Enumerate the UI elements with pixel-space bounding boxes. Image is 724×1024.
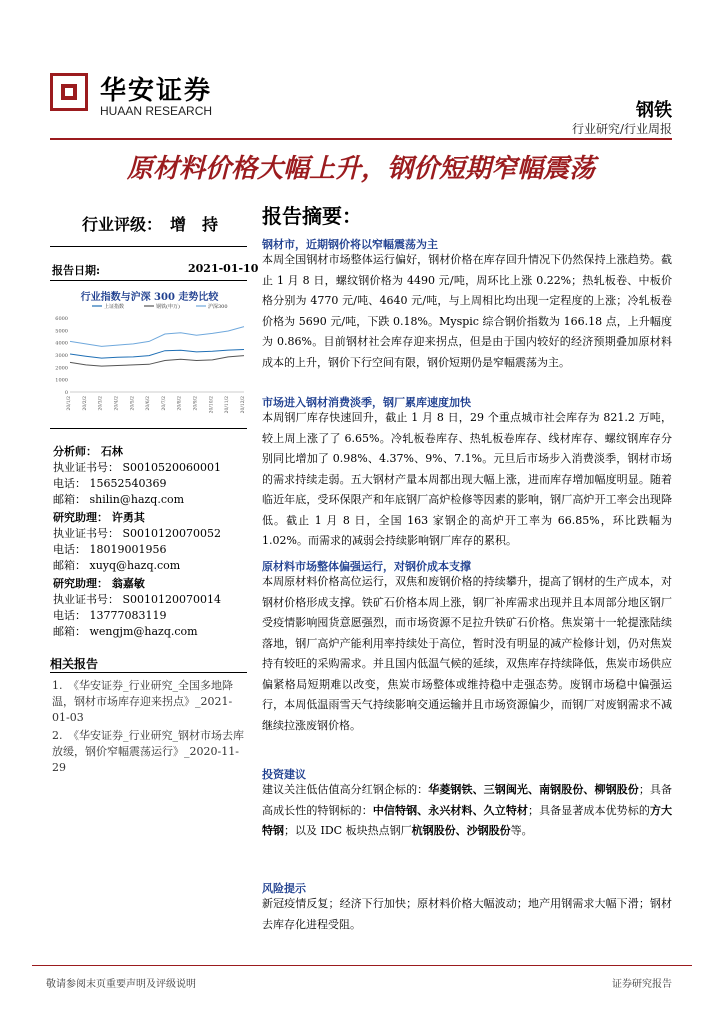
sector-label: 钢铁 bbox=[636, 100, 672, 121]
section-body: 本周全国钢材市场整体运行偏好，钢材价格在库存回升情况下仍然保持上涨趋势。截止 1 月 8 日，螺纹钢价格为 4490 元/吨，周环比上涨 0.22%；热轧板卷、中板价格分别为 4770 元/吨、4640 元/吨，与上周相比均出现一定程度的上涨；冷轧板卷价格为 5690 元/吨，下跌 0.18%。Myspic 综合钢价指数为 166.18 点，上升幅度为 0.86%。目前钢材社会库存迎来拐点，但是由于国内较好的经济预期叠加原材料成本的上升，钢价下行空间有限，钢价短期仍是窄幅震荡为主。 bbox=[262, 253, 672, 369]
analyst-detail: 电话： 13777083119 bbox=[53, 609, 167, 622]
analyst-role: 分析师： 石林 bbox=[53, 445, 123, 458]
x-tick-label: 20/3/2 bbox=[98, 396, 104, 411]
x-tick-label: 20/5/2 bbox=[130, 396, 136, 411]
legend-label: 沪深300 bbox=[208, 304, 228, 310]
analyst-detail: 执业证书号： S0010120070014 bbox=[53, 593, 222, 606]
section-body: 本周原材料价格高位运行，双焦和废钢价格的持续攀升，提高了钢材的生产成本，对钢材价格形成支撑。铁矿石价格本周上涨，钢厂补库需求出现并且本周部分地区钢厂受疫情影响囤货意愿强烈，而市场资源不足拉升铁矿石价格。焦炭第十一轮提涨陆续落地，钢厂高炉产能利用率持续处于高位，暂时没有明显的减产检修计划，仍对焦炭持有较旺的采购需求。并且国内低温气候的延续，双焦库存持续降低，焦炭市场供应偏紧格局短期难以改变，焦炭市场整体或维持稳中走强态势。废钢市场稳中偏强运行，本周低温雨雪天气持续影响交通运输并且市场资源偏少，而钢厂对废钢需求不减继续拉涨废钢价格。 bbox=[262, 575, 672, 732]
report-type: 行业研究/行业周报 bbox=[571, 122, 672, 136]
section-heading: 市场进入钢材消费淡季，钢厂累库速度加快 bbox=[262, 396, 471, 409]
risk-body: 新冠疫情反复；经济下行加快；原材料价格大幅波动；地产用钢需求大幅下滑；钢材去库存化进程受阻。 bbox=[262, 897, 672, 931]
y-tick-label: 2000 bbox=[55, 365, 68, 372]
rating-value: 增 持 bbox=[170, 215, 219, 234]
x-tick-label: 20/2/2 bbox=[82, 396, 88, 411]
report-title: 原材料价格大幅上升，钢价短期窄幅震荡 bbox=[126, 154, 595, 184]
x-tick-label: 20/11/2 bbox=[225, 396, 231, 414]
analyst-detail: 执业证书号： S0010520060001 bbox=[53, 461, 222, 474]
y-tick-label: 0 bbox=[64, 390, 68, 396]
index-comparison-chart bbox=[52, 300, 247, 422]
section-body: 本周钢厂库存快速回升，截止 1 月 8 日，29 个重点城市社会库存为 821.2 万吨，较上周上涨了了 6.65%。冷轧板卷库存、热轧板卷库存、线材库存、螺纹钢库存分别同比增加了 0.98%、4.37%、9%、7.1%。元旦后市场步入消费淡季，钢材市场的需求持续走弱。五大钢材产量本周都出现大幅上涨，进而库存增加幅度明显。随着临近年底，受环保限产和年底钢厂高炉检修等因素的影响，钢厂高炉开工率会出现降低。截止 1 月 8 日，全国 163 家钢企的高炉开工率为 66.85%，环比跌幅为 1.02%。而需求的减弱会持续影响钢厂库存的累积。 bbox=[262, 411, 672, 547]
company-logo-en: HUAAN RESEARCH bbox=[100, 104, 213, 118]
x-tick-label: 20/10/2 bbox=[209, 396, 215, 414]
y-tick-label: 6000 bbox=[55, 316, 68, 322]
x-tick-label: 20/7/2 bbox=[161, 396, 167, 411]
report-date-value: 2021-01-10 bbox=[188, 262, 259, 275]
footer-divider bbox=[32, 965, 692, 966]
divider bbox=[50, 280, 247, 281]
analyst-role: 研究助理： 许勇其 bbox=[53, 511, 145, 524]
analyst-detail: 邮箱： xuyq@hazq.com bbox=[53, 559, 181, 572]
analyst-detail: 电话： 15652540369 bbox=[53, 477, 167, 490]
analyst-detail: 邮箱： wengjm@hazq.com bbox=[53, 625, 198, 638]
header-divider bbox=[50, 138, 672, 140]
series-line-0 bbox=[70, 350, 244, 359]
related-report-item[interactable]: 1. 《华安证券_行业研究_全国多地降温，钢材市场库存迎来拐点》_2021-01-03 bbox=[52, 679, 233, 724]
x-tick-label: 20/4/2 bbox=[114, 396, 120, 411]
legend-label: 上证指数 bbox=[104, 304, 125, 310]
report-date-label: 报告日期: bbox=[52, 264, 101, 277]
risk-heading: 风险提示 bbox=[262, 882, 306, 895]
company-logo-cn: 华安证券 bbox=[100, 76, 213, 106]
analyst-detail: 执业证书号： S0010120070052 bbox=[53, 527, 222, 540]
series-line-2 bbox=[70, 327, 244, 347]
company-logo-mark bbox=[50, 73, 88, 111]
investment-heading: 投资建议 bbox=[262, 768, 306, 781]
footer-label: 证券研究报告 bbox=[612, 979, 672, 990]
x-tick-label: 20/12/2 bbox=[241, 396, 246, 414]
y-tick-label: 1000 bbox=[55, 377, 68, 384]
analyst-detail: 邮箱： shilin@hazq.com bbox=[53, 493, 185, 506]
divider bbox=[50, 246, 247, 247]
related-report-item[interactable]: 2. 《华安证券_行业研究_钢材市场去库放缓，钢价窄幅震荡运行》_2020-11-29 bbox=[52, 729, 244, 774]
divider bbox=[50, 428, 247, 429]
industry-rating bbox=[82, 212, 218, 235]
chart-title: 行业指数与沪深 300 走势比较 bbox=[80, 292, 219, 303]
divider bbox=[50, 672, 247, 673]
analyst-detail: 电话： 18019001956 bbox=[53, 543, 167, 556]
footer-disclaimer: 敬请参阅末页重要声明及评级说明 bbox=[46, 979, 196, 990]
analyst-info bbox=[53, 444, 221, 640]
x-tick-label: 20/8/2 bbox=[177, 396, 183, 411]
x-tick-label: 20/6/2 bbox=[146, 396, 152, 411]
x-tick-label: 20/9/2 bbox=[193, 396, 199, 411]
y-tick-label: 5000 bbox=[55, 328, 68, 335]
x-tick-label: 20/1/2 bbox=[67, 396, 72, 411]
analyst-role: 研究助理： 翁嘉敏 bbox=[53, 577, 145, 590]
investment-body: 建议关注低估值高分红钢企标的：华菱钢铁、三钢闽光、南钢股份、柳钢股份；具备高成长性的特钢标的：中信特钢、永兴材料、久立特材；具备显著成本优势标的方大特钢；以及 IDC 板块热点钢厂杭钢股份、沙钢股份等。 bbox=[262, 783, 673, 837]
abstract-heading: 报告摘要： bbox=[262, 204, 362, 228]
related-reports-heading: 相关报告 bbox=[50, 657, 99, 671]
y-tick-label: 3000 bbox=[55, 353, 68, 359]
section-heading: 原材料市场整体偏强运行，对钢价成本支撑 bbox=[262, 560, 471, 573]
y-tick-label: 4000 bbox=[55, 340, 68, 347]
legend-label: 钢铁(申万) bbox=[156, 304, 180, 310]
section-heading: 钢材市，近期钢价将以窄幅震荡为主 bbox=[262, 238, 438, 251]
rating-label: 行业评级： bbox=[82, 215, 163, 234]
